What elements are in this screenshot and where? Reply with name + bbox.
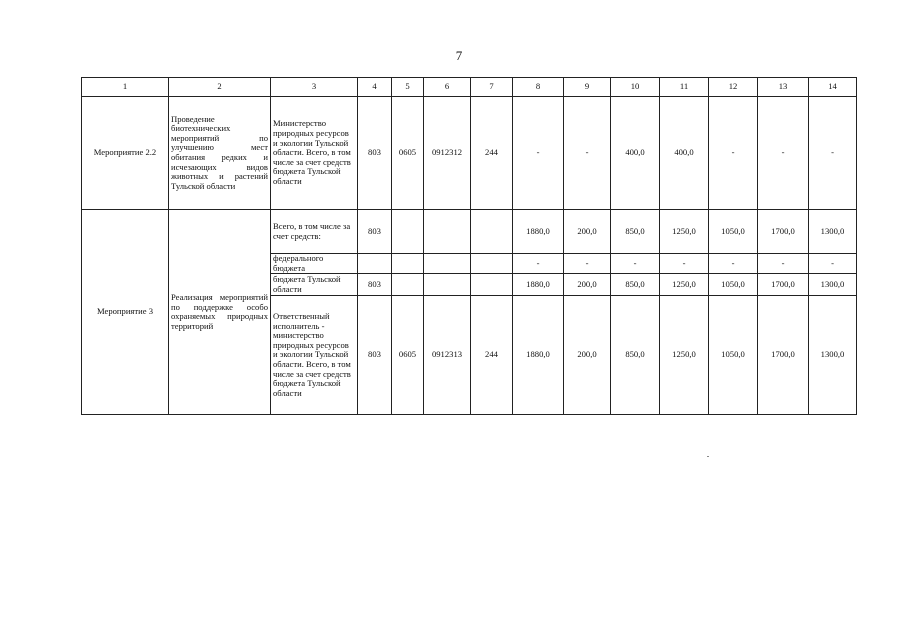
table-cell: 850,0: [611, 210, 660, 254]
header-cell: 14: [809, 78, 857, 97]
table-cell: 1700,0: [758, 210, 809, 254]
header-cell: 2: [169, 78, 271, 97]
table-cell: 803: [358, 97, 392, 210]
event-description: Проведение биотехнических мероприятий по улучшению мест обитания редких и исчезающих видов животных и растений Тульской области: [169, 97, 271, 210]
event-name: Мероприятие 3: [82, 210, 169, 415]
header-cell: 9: [564, 78, 611, 97]
table-header-row: [82, 78, 857, 97]
table-cell: 1880,0: [513, 274, 564, 296]
table-cell: -: [809, 97, 857, 210]
header-cell: 13: [758, 78, 809, 97]
table-cell: -: [709, 97, 758, 210]
page-number: 7: [455, 48, 463, 63]
table-cell: [471, 254, 513, 274]
table-cell: [471, 274, 513, 296]
table-cell: 1250,0: [660, 296, 709, 415]
table-cell: [424, 254, 471, 274]
table-cell: -: [709, 254, 758, 274]
event-name: Мероприятие 2.2: [82, 97, 169, 210]
table-cell: -: [758, 97, 809, 210]
table-cell: -: [660, 254, 709, 274]
table-cell: -: [564, 97, 611, 210]
subrow-label: Ответственный исполнитель - министерство природных ресурсов и экологии Тульской области. Всего, в том числе за счет средств бюджета Тульской области: [271, 296, 358, 415]
table-cell: -: [809, 254, 857, 274]
table-cell: 244: [471, 296, 513, 415]
table-cell: 850,0: [611, 296, 660, 415]
table-cell: [471, 210, 513, 254]
table-row: [82, 97, 857, 210]
table-cell: -: [758, 254, 809, 274]
header-cell: 6: [424, 78, 471, 97]
table-cell: 1300,0: [809, 274, 857, 296]
table-cell: [358, 254, 392, 274]
table-cell: [424, 274, 471, 296]
table-cell: -: [513, 97, 564, 210]
table-cell: 400,0: [611, 97, 660, 210]
header-cell: 12: [709, 78, 758, 97]
table-cell: 1300,0: [809, 296, 857, 415]
table-cell: 1880,0: [513, 210, 564, 254]
table-cell: 0605: [392, 296, 424, 415]
table-cell: [392, 274, 424, 296]
table-cell: 1050,0: [709, 274, 758, 296]
table-cell: 1700,0: [758, 296, 809, 415]
subrow-label: Всего, в том числе за счет средств:: [271, 210, 358, 254]
table-cell: [424, 210, 471, 254]
table-cell: 200,0: [564, 210, 611, 254]
subrow-label: федерального бюджета: [271, 254, 358, 274]
table-cell: 1700,0: [758, 274, 809, 296]
scan-speck: [707, 456, 709, 457]
table-cell: 1050,0: [709, 210, 758, 254]
table-cell: [392, 210, 424, 254]
table-cell: 1250,0: [660, 210, 709, 254]
executor-cell: Министерство природных ресурсов и экологии Тульской области. Всего, в том числе за счет средств бюджета Тульской области: [271, 97, 358, 210]
table-cell: 200,0: [564, 296, 611, 415]
table-cell: 200,0: [564, 274, 611, 296]
table-row: [82, 210, 857, 254]
table-cell: 1250,0: [660, 274, 709, 296]
header-cell: 8: [513, 78, 564, 97]
table-cell: 803: [358, 210, 392, 254]
table-cell: 1050,0: [709, 296, 758, 415]
header-cell: 1: [82, 78, 169, 97]
table-cell: -: [611, 254, 660, 274]
table-cell: 850,0: [611, 274, 660, 296]
table-cell: 0605: [392, 97, 424, 210]
table-cell: 0912312: [424, 97, 471, 210]
event-description: Реализация мероприятий по поддержке особо охраняемых природных территорий: [169, 210, 271, 415]
header-cell: 10: [611, 78, 660, 97]
table-cell: 244: [471, 97, 513, 210]
header-cell: 11: [660, 78, 709, 97]
budget-table: [81, 77, 857, 415]
table-cell: [392, 254, 424, 274]
subrow-label: бюджета Тульской области: [271, 274, 358, 296]
table-cell: -: [564, 254, 611, 274]
header-cell: 4: [358, 78, 392, 97]
table-cell: 400,0: [660, 97, 709, 210]
table-cell: 1880,0: [513, 296, 564, 415]
table-cell: 1300,0: [809, 210, 857, 254]
table-cell: 0912313: [424, 296, 471, 415]
header-cell: 3: [271, 78, 358, 97]
table-cell: -: [513, 254, 564, 274]
header-cell: 7: [471, 78, 513, 97]
table-cell: 803: [358, 296, 392, 415]
header-cell: 5: [392, 78, 424, 97]
table-cell: 803: [358, 274, 392, 296]
